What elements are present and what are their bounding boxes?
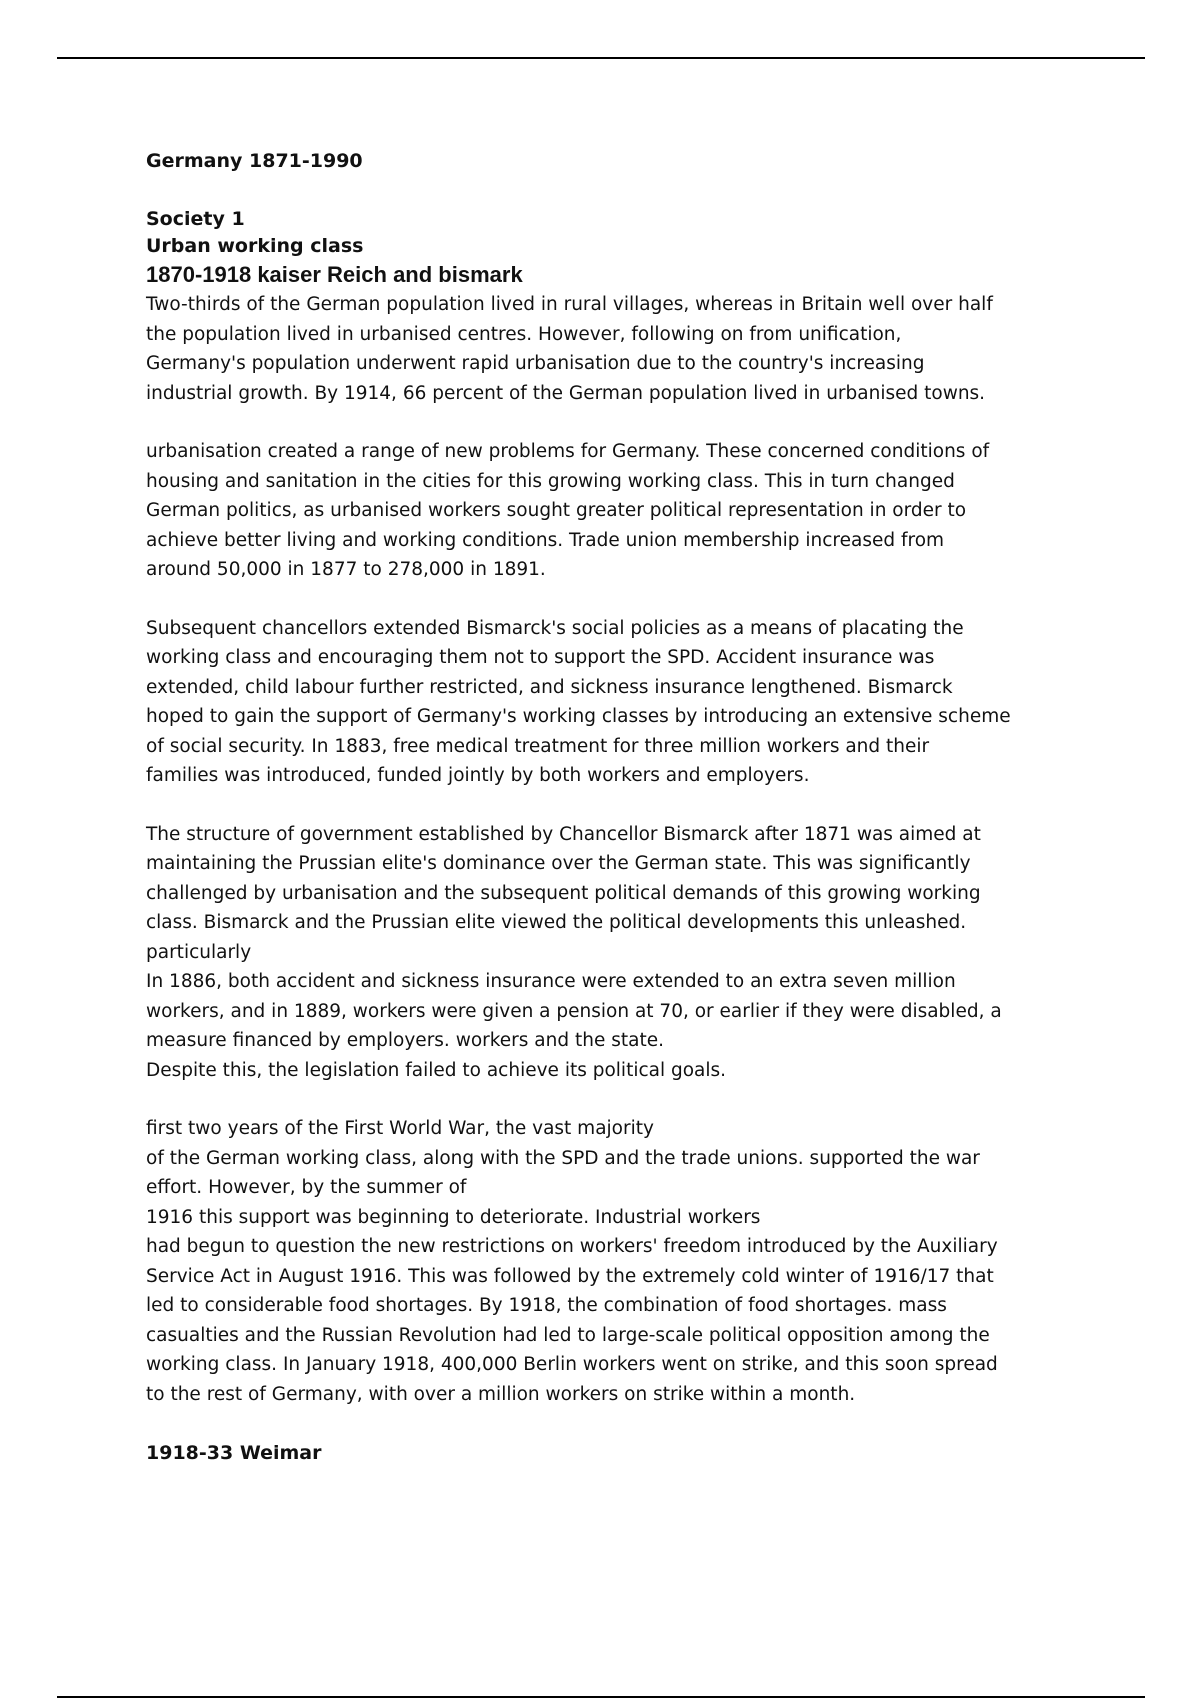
paragraph-line: workers, and in 1889, workers were given a pension at 70, or earlier if they were disabled, a <box>146 1000 1002 1022</box>
paragraph-line: Two-thirds of the German population lived in rural villages, whereas in Britain well over half <box>146 294 993 315</box>
document-body <box>146 146 1066 1468</box>
paragraph-3 <box>146 614 1066 791</box>
paragraph-1 <box>146 290 1066 408</box>
paragraph-line: Service Act in August 1916. This was followed by the extremely cold winter of 1916/17 that <box>146 1265 994 1287</box>
paragraph-line: Subsequent chancellors extended Bismarck's social policies as a means of placating the <box>146 617 964 639</box>
paragraph-line: measure financed by employers. workers and the state. <box>146 1030 664 1051</box>
paragraph-line: first two years of the First World War, the vast majority <box>146 1118 654 1139</box>
paragraph-line: of the German working class, along with the SPD and the trade unions. supported the war <box>146 1147 980 1169</box>
paragraph-line: urbanisation created a range of new problems for Germany. These concerned conditions of <box>146 441 990 462</box>
paragraph-line: In 1886, both accident and sickness insurance were extended to an extra seven million <box>146 971 956 992</box>
paragraph-line: had begun to question the new restrictions on workers' freedom introduced by the Auxiliary <box>146 1236 998 1257</box>
paragraph-5 <box>146 1114 1066 1409</box>
paragraph-line: maintaining the Prussian elite's dominance over the German state. This was significantly <box>146 853 971 874</box>
paragraph-line: The structure of government established by Chancellor Bismarck after 1871 was aimed at <box>146 823 981 845</box>
paragraph-line: working class. In January 1918, 400,000 Berlin workers went on strike, and this soon spread <box>146 1354 998 1375</box>
paragraph-line: housing and sanitation in the cities for this growing working class. This in turn changed <box>146 470 955 492</box>
paragraph-line: around 50,000 in 1877 to 278,000 in 1891. <box>146 559 546 580</box>
paragraph-line: to the rest of Germany, with over a million workers on strike within a month. <box>146 1383 856 1405</box>
period-heading: 1870-1918 kaiser Reich and bismark <box>146 262 523 287</box>
paragraph-line: industrial growth. By 1914, 66 percent of the German population lived in urbanised towns. <box>146 382 986 404</box>
document-title: Germany 1871-1990 <box>146 150 363 172</box>
paragraph-line: extended, child labour further restricted, and sickness insurance lengthened. Bismarck <box>146 676 953 698</box>
paragraph-line: Germany's population underwent rapid urbanisation due to the country's increasing <box>146 353 925 374</box>
paragraph-line: families was introduced, funded jointly by both workers and employers. <box>146 765 810 786</box>
paragraph-line: class. Bismarck and the Prussian elite viewed the political developments this unleashed. <box>146 912 967 933</box>
paragraph-line: German politics, as urbanised workers sought greater political representation in order to <box>146 500 967 521</box>
paragraph-2 <box>146 437 1066 585</box>
paragraph-line: 1916 this support was beginning to deteriorate. Industrial workers <box>146 1206 761 1228</box>
subsection-heading: Urban working class <box>146 235 364 257</box>
paragraph-line: achieve better living and working conditions. Trade union membership increased from <box>146 529 945 551</box>
paragraph-line: led to considerable food shortages. By 1918, the combination of food shortages. mass <box>146 1295 947 1316</box>
paragraph-line: particularly <box>146 941 252 963</box>
paragraph-line: casualties and the Russian Revolution had led to large-scale political opposition among the <box>146 1324 990 1346</box>
top-rule <box>57 57 1145 59</box>
paragraph-line: working class and encouraging them not to support the SPD. Accident insurance was <box>146 647 935 668</box>
paragraph-line: challenged by urbanisation and the subsequent political demands of this growing working <box>146 882 981 904</box>
bottom-rule <box>57 1696 1145 1698</box>
section-heading: Society 1 <box>146 208 245 230</box>
paragraph-line: hoped to gain the support of Germany's working classes by introducing an extensive scheme <box>146 706 1011 727</box>
next-period-heading: 1918-33 Weimar <box>146 1442 322 1464</box>
paragraph-line: of social security. In 1883, free medical treatment for three million workers and their <box>146 735 930 757</box>
paragraph-line: effort. However, by the summer of <box>146 1177 467 1198</box>
paragraph-line: Despite this, the legislation failed to achieve its political goals. <box>146 1059 727 1081</box>
paragraph-4 <box>146 820 1066 1086</box>
paragraph-line: the population lived in urbanised centres. However, following on from unification, <box>146 323 902 345</box>
